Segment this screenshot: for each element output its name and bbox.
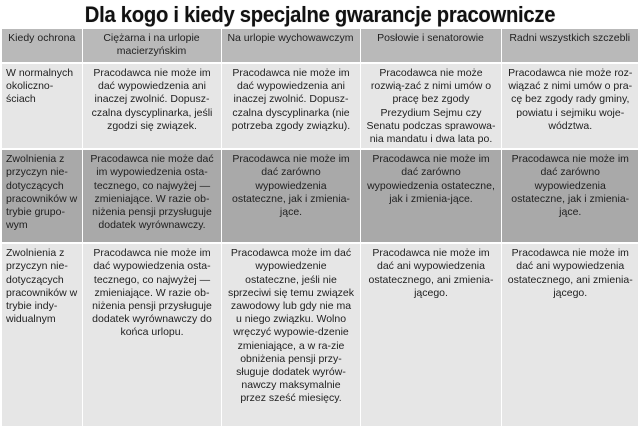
table-cell [360, 63, 501, 149]
table-cell [82, 149, 221, 243]
table-cell [221, 63, 360, 149]
cell-text: Pracodawca nie może dać im wypowiedzenia osta-tecznego, co najwyżej — zmieniające. W razie ob-niżenia pensji przysługuje dodatek wyrównawczy. [90, 153, 214, 232]
table-row [2, 243, 638, 426]
row-label-text: W normalnych okoliczno-ściach [6, 67, 74, 106]
header-pregnant-maternity: Ciężarna i na urlopie macierzyńskim [82, 29, 221, 63]
table-cell [82, 63, 221, 149]
cell-text: Pracodawca nie może im dać ani wypowiedzenia ostatecznego, ani zmienia-jącego. [368, 247, 494, 299]
guarantees-table [2, 29, 638, 426]
cell-text: Pracodawca może im dać wypowiedzenie ostateczne, jeśli nie sprzeciwi się temu związek zawodowy lub gdy nie ma u niego związku. Wolno wręczyć wypowie-dzenie zmieniające, a w ra-zie obniżenia pensji przy-sługuje dodatek wyrów-nawczy maksymalnie przez sześć miesięcy. [227, 247, 355, 405]
table-row [2, 149, 638, 243]
cell-text: Pracodawca nie może rozwią-zać z nimi umów o pracę bez zgody Prezydium Sejmu czy Senatu podczas sprawowa-nia mandatu i dwa lata po. [366, 67, 496, 146]
table-cell [221, 243, 360, 426]
row-label [2, 243, 82, 426]
table-row [2, 63, 638, 149]
header-councillors: Radni wszystkich szczebli [501, 29, 638, 63]
page-title: Dla kogo i kiedy specjalne gwarancje pracownicze [26, 0, 615, 29]
row-label-text: Zwolnienia z przyczyn nie-dotyczących pracowników w trybie grupo-wym [6, 153, 78, 232]
table-cell [360, 243, 501, 426]
table-header-row [2, 29, 638, 63]
header-when-protected: Kiedy ochrona [2, 29, 82, 63]
row-label [2, 63, 82, 149]
header-mps-senators: Posłowie i senatorowie [360, 29, 501, 63]
table-cell [360, 149, 501, 243]
row-label [2, 149, 82, 243]
cell-text: Pracodawca nie może im dać ani wypowiedzenia ostatecznego, ani zmienia-jącego. [507, 247, 633, 299]
table-cell [82, 243, 221, 426]
cell-text: Pracodawca nie może im dać zarówno wypowiedzenia ostateczne, jak i zmienia-jące. [511, 153, 630, 219]
cell-text: Pracodawca nie może im dać zarówno wypowiedzenia ostateczne, jak i zmienia-jące. [367, 153, 495, 205]
header-parental-leave: Na urlopie wychowawczym [221, 29, 360, 63]
row-label-text: Zwolnienia z przyczyn nie-dotyczących pracowników w trybie indy-widualnym [6, 247, 78, 326]
cell-text: Pracodawca nie może im dać wypowiedzenia ani inaczej zwolnić. Dopusz-czalna dyscyplinarka (nie potrzeba zgody związku). [231, 67, 351, 132]
cell-text: Pracodawca nie może im dać wypowiedzenia ani inaczej zwolnić. Dopusz-czalna dyscyplinarka, jeśli zgodzi się związek. [91, 67, 213, 132]
table-cell [501, 243, 638, 426]
cell-text: Pracodawca nie może roz-wiązać z nimi umów o pra-cę bez zgody rady gminy, powiatu i sejmiku woje-wództwa. [508, 67, 633, 132]
table-cell [221, 149, 360, 243]
table-cell [501, 63, 638, 149]
table-cell [501, 149, 638, 243]
cell-text: Pracodawca nie może im dać wypowiedzenia osta-tecznego, co najwyżej — zmieniające. W razie ob-niżenia pensji przysługuje dodatek wyrównawczy do końca urlopu. [92, 247, 212, 339]
cell-text: Pracodawca nie może im dać zarówno wypowiedzenia ostateczne, jak i zmienia-jące. [232, 153, 350, 219]
